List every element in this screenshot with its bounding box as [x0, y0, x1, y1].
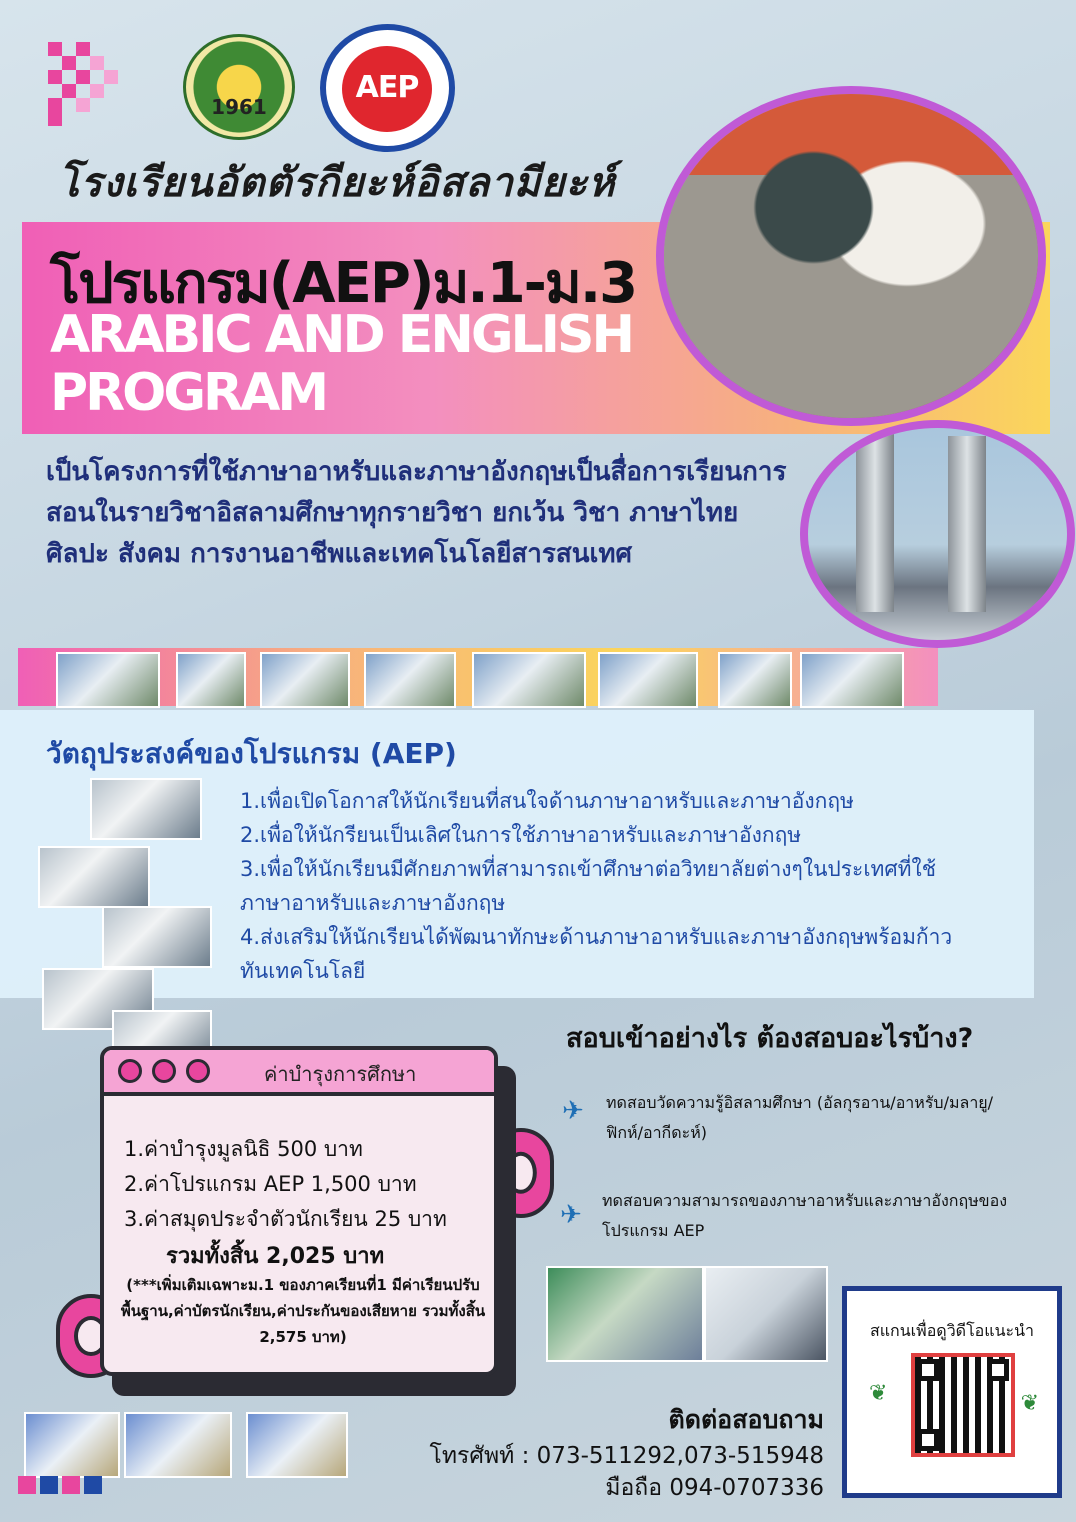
qr-card: [842, 1286, 1062, 1498]
objective-item: 3.เพื่อให้นักเรียนมีศักยภาพที่สามารถเข้าศึกษาต่อวิทยาลัยต่างๆในประเทศที่ใช้ภาษาอาหรับและภาษาอังกฤษ: [240, 857, 937, 915]
window-dot-icon: [118, 1059, 142, 1083]
exam-title: สอบเข้าอย่างไร ต้องสอบอะไรบ้าง?: [566, 1023, 974, 1054]
objectives-title: วัตถุประสงค์ของโปรแกรม (AEP): [46, 737, 457, 770]
aep-logo: AEP: [320, 24, 455, 152]
fee-card-header: [104, 1050, 494, 1096]
school-name: โรงเรียนอัตตัรกียะห์อิสลามียะห์: [58, 159, 616, 206]
activity-photo: [598, 652, 698, 708]
pixel-decoration-icon: [18, 1468, 114, 1498]
fee-item: 1.ค่าบำรุงมูลนิธิ 500 บาท: [124, 1137, 363, 1161]
activity-photo: [718, 652, 792, 708]
contact-title: ติดต่อสอบถาม: [668, 1405, 824, 1434]
activity-photo: [800, 652, 904, 708]
exam-item: ทดสอบวัดความรู้อิสลามศึกษา (อัลกุรอาน/อาหรับ/มลายู/ฟิกห์/อากีดะห์): [606, 1093, 994, 1142]
exam-item: ทดสอบความสามารถของภาษาอาหรับและภาษาอังกฤษของโปรแกรม AEP: [602, 1191, 1008, 1240]
twin-towers-photo: [800, 420, 1075, 648]
program-description: เป็นโครงการที่ใช้ภาษาอาหรับและภาษาอังกฤษเป็นสื่อการเรียนการสอนในรายวิชาอิสลามศึกษาทุกรายวิชา ยกเว้น วิชา ภาษาไทย ศิลปะ สังคม การงานอาชีพและเทคโนโลยีสารสนเทศ: [46, 457, 787, 569]
qr-label: สแกนเพื่อดูวิดีโอแนะนำ: [869, 1321, 1035, 1340]
event-photo: [704, 1266, 828, 1362]
classroom-photo: [38, 846, 150, 908]
fee-total: รวมทั้งสิ้น 2,025 บาท: [166, 1244, 385, 1269]
activity-photo: [56, 652, 160, 708]
leaf-decoration-icon: ❦: [869, 1381, 888, 1406]
fee-title: ค่าบำรุงการศึกษา: [264, 1062, 417, 1086]
school-seal-logo: 1961: [183, 34, 295, 140]
activity-photo: [260, 652, 350, 708]
contact-mobile[interactable]: มือถือ 094-0707336: [605, 1475, 824, 1501]
pixel-logo-icon: [48, 42, 120, 134]
activity-photo: [124, 1412, 232, 1478]
objective-item: 1.เพื่อเปิดโอกาสให้นักเรียนที่สนใจด้านภาษาอาหรับและภาษาอังกฤษ: [240, 789, 854, 813]
window-dot-icon: [152, 1059, 176, 1083]
contact-block: [430, 1400, 824, 1504]
activity-photo: [472, 652, 586, 708]
teacher-student-photo: [656, 86, 1046, 426]
classroom-photo: [90, 778, 202, 840]
classroom-photo: [102, 906, 212, 968]
leaf-decoration-icon: ❦: [1020, 1391, 1039, 1416]
objective-item: 2.เพื่อให้นักรียนเป็นเลิศในการใช้ภาษาอาหรับและภาษาอังกฤษ: [240, 823, 802, 847]
fee-item: 2.ค่าโปรแกรม AEP 1,500 บาท: [124, 1172, 417, 1196]
airplane-icon: ✈: [560, 1200, 582, 1230]
fee-card: [100, 1046, 498, 1376]
event-photo: [546, 1266, 704, 1362]
objectives-list: [240, 784, 960, 988]
fee-item: 3.ค่าสมุดประจำตัวนักเรียน 25 บาท: [124, 1207, 447, 1231]
airplane-icon: ✈: [562, 1096, 584, 1126]
objective-item: 4.ส่งเสริมให้นักเรียนได้พัฒนาทักษะด้านภาษาอาหรับและภาษาอังกฤษพร้อมก้าวทันเทคโนโลยี: [240, 925, 953, 983]
fee-note: (***เพิ่มเติมเฉพาะม.1 ของภาคเรียนที่1 มีค่าเรียนปรับพื้นฐาน,ค่าบัตรนักเรียน,ค่าประกันของเสียหาย รวมทั้งสิ้น 2,575 บาท): [120, 1276, 486, 1346]
hero-title-thai: โปรแกรม(AEP)ม.1-ม.3: [50, 251, 637, 316]
hero-title-english: ARABIC AND ENGLISH PROGRAM: [50, 305, 632, 423]
fee-list: [124, 1132, 447, 1237]
activity-photo: [364, 652, 456, 708]
activity-photo: [176, 652, 246, 708]
contact-phone[interactable]: โทรศัพท์ : 073-511292,073-515948: [429, 1443, 824, 1469]
qr-code-icon[interactable]: [911, 1353, 1015, 1457]
activity-photo: [246, 1412, 348, 1478]
window-dot-icon: [186, 1059, 210, 1083]
